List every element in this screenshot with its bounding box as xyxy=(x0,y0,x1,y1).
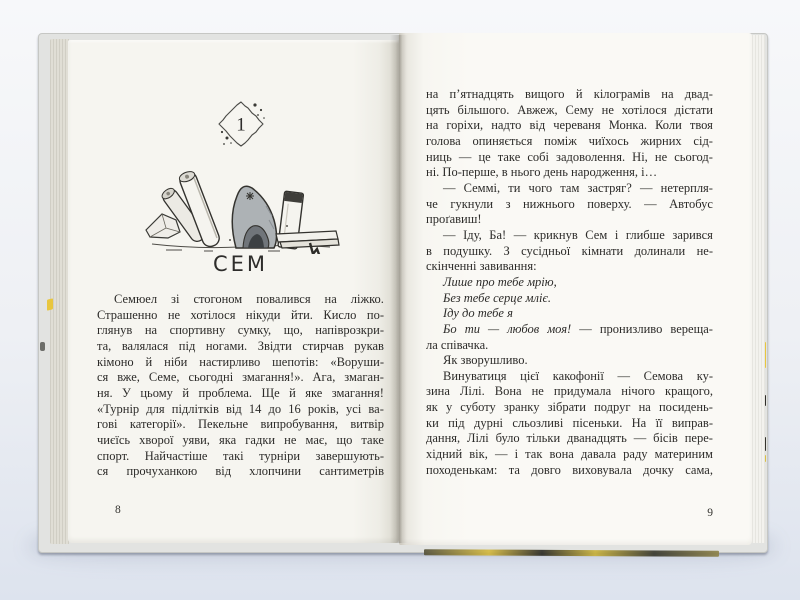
text-line: на горіхи, надто від череваня Монка. Коли твоя xyxy=(426,118,713,133)
text-line: цять більшого. Авжеж, Сему не хотілося дістати xyxy=(426,102,713,117)
text-line: ся вже, Семе, сьогодні змагання!». Ага, змаган- xyxy=(97,370,384,385)
text-line: глянув на спортивну сумку, що, напіврозкри- xyxy=(97,323,384,338)
text-line: як у суботу зранку зібрати подруг на посидень- xyxy=(426,400,713,415)
text-line: хідний вік, — і так вона давала раду материним xyxy=(426,447,713,462)
text-line: ниць — це таке собі задоволення. Ні, не сьогод- xyxy=(426,149,713,164)
text-line: — Семмі, ти чого там застряг? — нетерпля- xyxy=(443,180,713,195)
chapter-number: 1 xyxy=(236,114,246,136)
text-line: Лише про тебе мрію, xyxy=(443,274,557,289)
left-page-fore-edge xyxy=(50,39,69,544)
text-line: ся прочуханкою від хлопчини сантиметрів xyxy=(97,464,384,479)
text-line: скінченні завивання: xyxy=(426,259,537,274)
text-line: «Турнір для підлітків від 14 до 16 років, усі ва- xyxy=(97,401,384,416)
text-line: ки під дурні сльозливі пісеньки. На її виправ- xyxy=(426,415,713,430)
text-line: голова опиняється поміж чиїхось жирних сід- xyxy=(426,133,713,148)
chapter-title: СЕМ xyxy=(212,252,269,276)
text-line: Бо ти — любов моя! — пронизливо вереща- xyxy=(443,321,713,336)
text-line: Іду до тебе я xyxy=(443,306,513,321)
text-line: на п’ятнадцять вищого й кілограмів на двад- xyxy=(426,87,713,101)
left-page xyxy=(68,40,399,543)
chapter-number-ornament xyxy=(214,97,268,151)
text-line: ні. По-перше, в нього день народження, і… xyxy=(426,165,658,180)
text-line: че гукнули з нижнього поверху. — Автобус xyxy=(426,196,713,211)
text-line: Як зворушливо. xyxy=(443,353,528,368)
text-line: Страшенно не хотілося нікуди йти. Кисло по- xyxy=(97,307,384,322)
cover-edge-art xyxy=(47,298,53,310)
right-page xyxy=(399,33,752,545)
text-line: дання, Лілі було тільки дванадцять — бісів пере- xyxy=(426,431,713,446)
text-line: кімоно й ніби настирливо шепотів: «Воруши- xyxy=(97,354,384,369)
scrolls-books-and-bag-illustration xyxy=(140,162,340,254)
text-line: ня. У цьому й проблема. Ще й яке змагання! xyxy=(97,385,384,400)
right-page-fore-edge xyxy=(752,35,765,543)
text-line: чиєїсь хворої уяви, яка гадки не має, що таке xyxy=(97,432,384,447)
left-page-text-column xyxy=(97,292,384,480)
text-line: та, валялася під ногами. Звідти стирчав рукав xyxy=(97,338,384,353)
text-line: походенькам: та довго виховувала дочку сама, xyxy=(426,462,713,477)
text-line: ла співачка. xyxy=(426,337,489,352)
text-line: — Іду, Ба! — крикнув Сем і глибше зарився xyxy=(443,227,713,242)
text-line: спорт. Найчастіше такі турніри завершують- xyxy=(97,448,384,463)
cover-edge-art xyxy=(40,342,45,351)
text-line: в подушку. З сусідньої кімнати долинали не- xyxy=(426,243,713,258)
text-line: проґавиш! xyxy=(426,212,482,227)
text-line: Семюел зі стогоном повалився на ліжко. xyxy=(114,292,384,306)
text-line: гові категорії». Пекельне випробування, витвір xyxy=(97,417,384,432)
page-number-left: 8 xyxy=(115,504,121,516)
open-book xyxy=(38,27,768,555)
text-line: зина Лілі. Вона не придумала нічого кращого, xyxy=(426,384,713,399)
right-page-text-column xyxy=(426,87,713,478)
text-line: Без тебе серце мліє. xyxy=(443,290,552,305)
page-number-right: 9 xyxy=(707,507,713,519)
text-line: Винуватиця цієї какофонії — Семова ку- xyxy=(443,368,713,383)
